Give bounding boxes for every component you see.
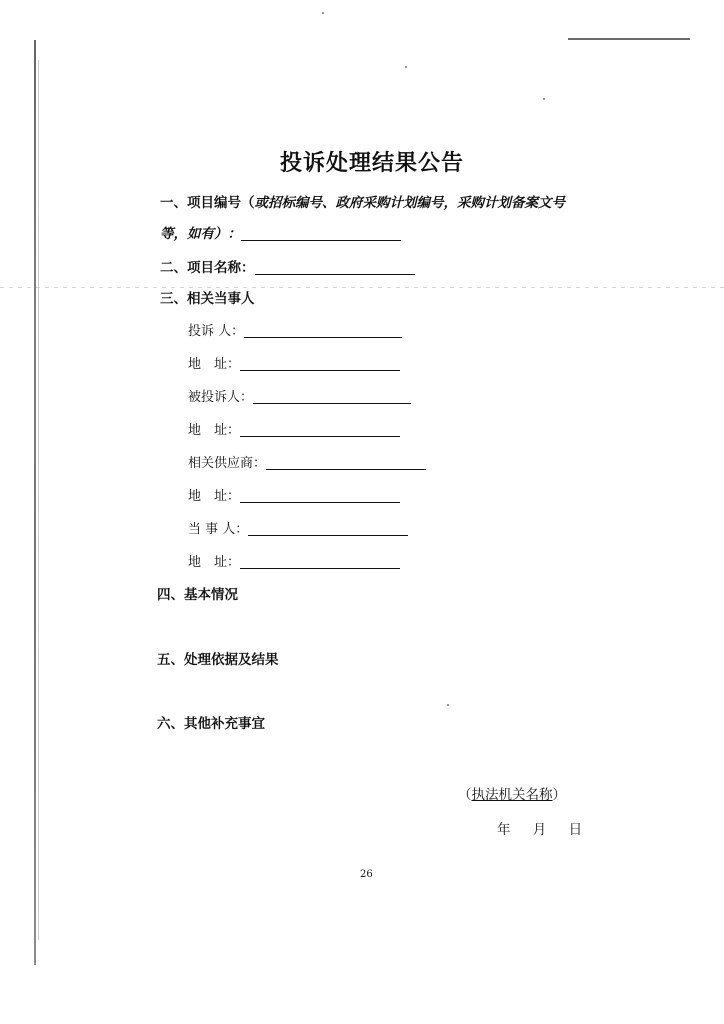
party-address-field [188,551,400,570]
project-name-label: 二、项目名称： [160,260,255,276]
signature-open-paren: （ [458,787,472,803]
complainant-label: 投诉 人： [188,324,245,339]
related-supplier-field [188,452,426,471]
respondent-address-blank[interactable] [240,422,400,437]
party-field [188,518,408,537]
party-label: 当 事 人： [188,522,249,537]
related-supplier-blank[interactable] [266,455,426,470]
supplier-address-blank[interactable] [240,488,400,503]
authority-name: 执法机关名称 [471,787,553,803]
project-number-line [160,191,565,211]
party-address-blank[interactable] [240,554,400,569]
party-address-label: 地 址： [188,555,241,570]
respondent-address-label: 地 址： [188,423,241,438]
supplier-address-label: 地 址： [188,489,241,504]
respondent-blank[interactable] [253,389,411,404]
page-number: 26 [360,869,373,880]
basic-situation-heading: 四、基本情况 [157,587,238,603]
complainant-address-field [188,353,400,372]
project-number-blank[interactable] [241,226,401,241]
party-blank[interactable] [248,521,408,536]
supplier-address-field [188,485,400,504]
scan-line-top [568,38,690,40]
complainant-address-blank[interactable] [240,356,400,371]
project-name-blank[interactable] [255,260,415,275]
page-title: 投诉处理结果公告 [279,150,464,176]
authority-signature [458,783,566,803]
respondent-field [188,386,411,405]
parties-heading: 三、相关当事人 [160,291,255,307]
complainant-field [188,320,402,339]
scan-edge-inner [38,60,39,940]
basis-result-heading: 五、处理依据及结果 [157,652,279,668]
scan-speck [405,66,407,68]
scan-edge [34,40,36,965]
respondent-label: 被投诉人： [188,390,254,405]
project-number-hint: 或招标编号、政府采购计划编号，采购计划备案文号 [254,195,565,211]
other-matters-heading: 六、其他补充事宜 [157,716,265,732]
signature-close-paren: ） [552,787,566,803]
scan-speck [322,12,324,14]
complainant-address-label: 地 址： [188,357,241,372]
project-number-label: 一、项目编号（ [160,195,255,211]
scan-speck [447,704,449,706]
project-name-line [160,256,415,276]
respondent-address-field [188,419,400,438]
project-number-line-2 [160,222,401,242]
related-supplier-label: 相关供应商： [188,456,267,471]
scan-fold-line [0,287,724,288]
scan-speck [543,98,545,100]
complainant-blank[interactable] [244,323,402,338]
project-number-hint-cont: 等，如有）： [160,226,241,242]
signature-date: 年 月 日 [497,822,583,838]
